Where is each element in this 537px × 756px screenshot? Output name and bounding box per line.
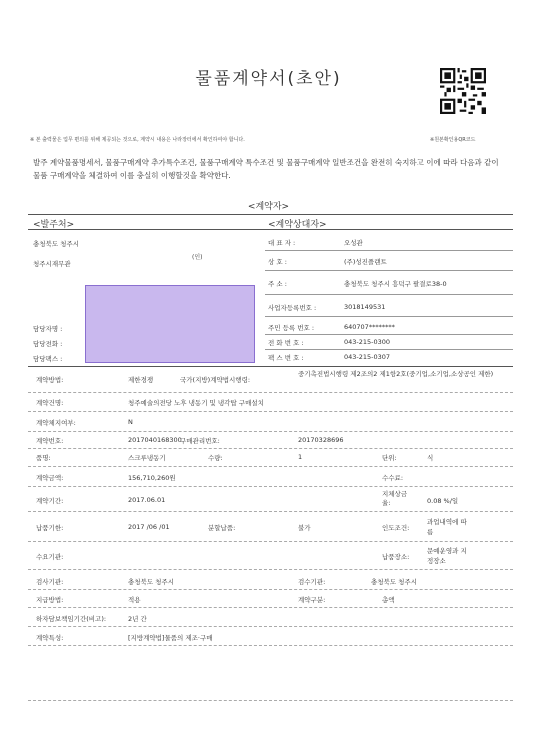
divider (265, 316, 513, 317)
parties-heading: <계약자> (247, 202, 290, 212)
divider (28, 700, 513, 701)
term-label: 납품장소: (382, 553, 410, 561)
contractor-field-value: 오성관 (344, 239, 363, 247)
term-value: 0.08 %/일 (427, 497, 459, 505)
term-label: 품명: (36, 454, 51, 462)
contractor-field-label: 팩 스 번 호 : (268, 354, 304, 362)
term-label: 분할납품: (208, 524, 236, 532)
divider (28, 486, 513, 487)
document-title: 물품계약서(초안) (195, 69, 342, 89)
term-label: 검수기관: (298, 578, 326, 586)
divider (265, 250, 513, 251)
divider (265, 334, 513, 335)
term-value: 불가 (298, 524, 311, 532)
term-label: 납품기한: (36, 524, 64, 532)
term-value: 2017040168300 (128, 436, 182, 444)
divider (28, 589, 513, 590)
contractor-field-label: 전 화 번 호 : (268, 339, 304, 347)
divider (28, 466, 513, 467)
term-label: 국가(지방)계약법시행령: (180, 376, 251, 384)
term-value: 2017.06.01 (128, 496, 166, 504)
contractor-field-value: 640707******** (344, 323, 395, 331)
term-label: 계약기간: (36, 497, 64, 505)
term-label: 계약번호: (36, 437, 64, 445)
intro-paragraph: 발주 계약물품명세서, 물품구매계약 추가특수조건, 물품구매계약 특수조건 및 물품구매계약 일반조건을 완전히 숙지하고 이에 따라 다음과 같이 물품 구매계약을 체결하여 이를 충실히 이행할것을 확약한다. (33, 158, 499, 180)
term-value: 충청북도 청주시 (128, 578, 175, 586)
divider (28, 214, 513, 215)
contractor-field-value: (주)성진플랜트 (344, 258, 387, 266)
term-value: 청주예술의전당 노후 냉동기 및 냉각탑 구매설치 (128, 399, 264, 407)
orderer-field-label: 담당팩스 : (33, 355, 63, 363)
term-value: 충청북도 청주시 (371, 578, 418, 586)
divider (28, 541, 513, 542)
term-label: 계약구분: (298, 596, 326, 604)
contractor-field-value: 3018149531 (344, 303, 386, 311)
divider (28, 645, 513, 646)
contractor-field-label: 주민 등록 번호 : (268, 324, 315, 332)
term-value: 적용 (128, 596, 141, 604)
contractor-field-value: 043-215-0307 (344, 353, 391, 361)
divider (28, 366, 513, 367)
orderer-org: 충청북도 청주시 (33, 240, 80, 248)
term-value: 식 (427, 454, 434, 462)
divider (28, 569, 513, 570)
redacted-block (85, 285, 255, 363)
term-value: 제한경쟁 (128, 376, 154, 384)
term-label: 계약금액: (36, 474, 64, 482)
divider (265, 270, 513, 271)
term-value: 스크루냉동기 (128, 454, 166, 462)
divider (28, 431, 513, 432)
divider (28, 607, 513, 608)
divider (265, 349, 513, 350)
divider (28, 448, 513, 449)
qr-code-icon (440, 68, 486, 114)
contractor-field-label: 사업자등록번호 : (268, 304, 317, 312)
divider (28, 392, 513, 393)
term-label: 인도조건: (382, 524, 410, 532)
term-label: 검사기관: (36, 578, 64, 586)
term-value: 총액 (382, 596, 395, 604)
divider (28, 626, 513, 627)
term-value: 1 (298, 453, 303, 461)
term-label: 수요기관: (36, 553, 64, 561)
disclaimer-note: ※ 본 출력물은 업무 편의를 위해 제공되는 것으로, 계약시 내용은 나라장터에서 확인하여야 합니다. (30, 137, 245, 143)
term-label: 계약건명: (36, 399, 64, 407)
divider (28, 511, 513, 512)
term-value: 문예운영과 지정장소 (427, 547, 467, 565)
term-label: 수수료: (382, 474, 404, 482)
term-label: 단위: (382, 454, 397, 462)
term-value: [지방계약법]물품의 제조·구매 (128, 634, 213, 642)
term-value: N (128, 418, 133, 426)
term-label: 계약체지여부: (36, 419, 76, 427)
term-label: 수량: (208, 454, 223, 462)
term-label: 하자담보책임기간(비고): (36, 615, 107, 623)
contractor-field-label: 대 표 자 : (268, 239, 296, 247)
term-label: 지급방법: (36, 596, 64, 604)
divider (265, 294, 513, 295)
contractor-field-label: 상 호 : (268, 258, 287, 266)
contractor-field-value: 충청북도 청주시 흥덕구 팔결로38-0 (344, 280, 447, 288)
term-label: 계약특성: (36, 634, 64, 642)
qr-caption: ※원본확인용QR코드 (430, 137, 476, 143)
orderer-heading: <발주처> (33, 220, 75, 230)
term-value: 2017 /06 /01 (128, 523, 170, 531)
term-label: 구매관리번호: (180, 437, 220, 445)
term-value: 20170328696 (298, 436, 344, 444)
orderer-officer: 청주시재무관 (33, 260, 71, 268)
term-value: 156,710,260원 (128, 474, 176, 482)
seal-mark: (인) (192, 254, 203, 261)
term-value: 과업내역에 따름 (427, 518, 467, 536)
contractor-heading: <계약상대자> (268, 220, 327, 230)
contractor-field-label: 주 소 : (268, 280, 287, 288)
orderer-field-label: 담당전화 : (33, 340, 63, 348)
term-value: 중기촉진법시행령 제2조의2 제1항2호(중기업,소기업,소상공인 제한) (298, 370, 494, 378)
term-label: 지체상금율: (382, 490, 408, 507)
divider (28, 411, 513, 412)
term-label: 계약방법: (36, 376, 64, 384)
orderer-field-label: 담당자명 : (33, 325, 63, 333)
term-value: 2년 간 (128, 615, 147, 623)
contractor-field-value: 043-215-0300 (344, 338, 391, 346)
